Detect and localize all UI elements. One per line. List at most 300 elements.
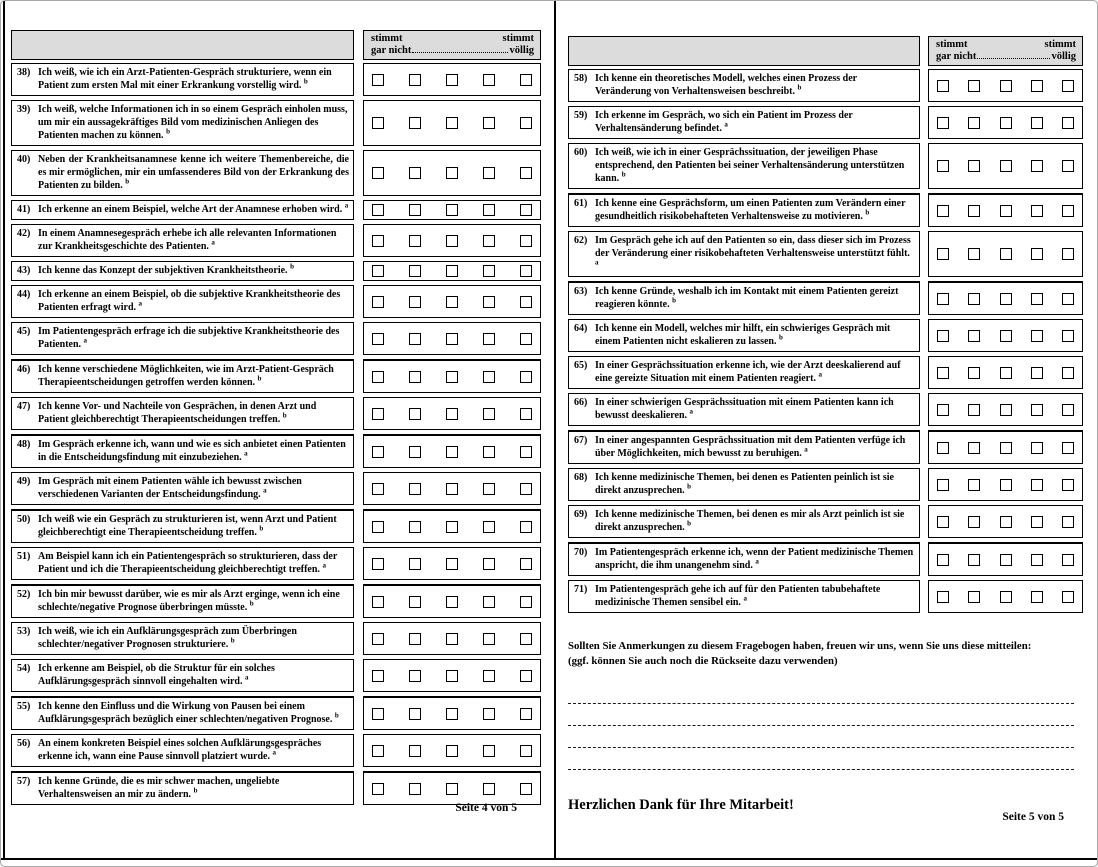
rating-checkbox-2[interactable] xyxy=(409,783,421,795)
rating-checkbox-2[interactable] xyxy=(968,554,980,566)
rating-checkbox-4[interactable] xyxy=(483,558,495,570)
item-footnote-marker: b xyxy=(687,482,692,491)
questionnaire-item-50 xyxy=(11,509,542,543)
rating-checkbox-2[interactable] xyxy=(409,204,421,216)
rating-checkbox-4[interactable] xyxy=(1031,117,1043,129)
rating-checkbox-4[interactable] xyxy=(483,483,495,495)
rating-scale xyxy=(928,542,1083,576)
rating-checkbox-1[interactable] xyxy=(937,330,949,342)
rating-checkbox-5[interactable] xyxy=(520,408,532,420)
rating-scale xyxy=(363,200,541,220)
rating-checkbox-2[interactable] xyxy=(409,167,421,179)
rating-checkbox-2[interactable] xyxy=(968,293,980,305)
rating-checkbox-2[interactable] xyxy=(409,74,421,86)
item-text-cell xyxy=(568,393,920,426)
rating-checkbox-3[interactable] xyxy=(1000,248,1012,260)
questionnaire-item-60 xyxy=(568,143,1083,189)
rating-checkbox-1[interactable] xyxy=(937,591,949,603)
rating-checkbox-4[interactable] xyxy=(483,670,495,682)
rating-checkbox-1[interactable] xyxy=(372,235,384,247)
item-number: 44) xyxy=(17,289,31,301)
rating-scale xyxy=(363,771,541,805)
rating-checkbox-1[interactable] xyxy=(937,248,949,260)
rating-checkbox-5[interactable] xyxy=(1062,117,1074,129)
rating-checkbox-4[interactable] xyxy=(1031,404,1043,416)
rating-checkbox-4[interactable] xyxy=(483,333,495,345)
rating-checkbox-1[interactable] xyxy=(372,265,384,277)
rating-checkbox-4[interactable] xyxy=(483,521,495,533)
rating-checkbox-1[interactable] xyxy=(937,367,949,379)
rating-checkbox-5[interactable] xyxy=(1062,330,1074,342)
rating-checkbox-1[interactable] xyxy=(372,670,384,682)
item-footnote-marker: b xyxy=(230,636,235,645)
item-text: Im Patientengespräch erfrage ich die subjektive Krankheitstheorie des Patienten. $^a$ xyxy=(38,326,340,351)
rating-checkbox-5[interactable] xyxy=(520,521,532,533)
rating-checkbox-2[interactable] xyxy=(968,516,980,528)
item-text-cell xyxy=(11,224,354,257)
rating-checkbox-4[interactable] xyxy=(1031,367,1043,379)
rating-checkbox-1[interactable] xyxy=(937,293,949,305)
item-number: 56) xyxy=(17,738,31,750)
rating-checkbox-1[interactable] xyxy=(372,204,384,216)
rating-checkbox-4[interactable] xyxy=(483,296,495,308)
rating-checkbox-2[interactable] xyxy=(409,670,421,682)
rating-checkbox-5[interactable] xyxy=(520,446,532,458)
rating-checkbox-5[interactable] xyxy=(520,235,532,247)
rating-checkbox-2[interactable] xyxy=(968,479,980,491)
item-footnote-marker: a xyxy=(724,120,728,129)
item-footnote-marker: a xyxy=(211,238,215,247)
rating-checkbox-2[interactable] xyxy=(968,117,980,129)
rating-checkbox-5[interactable] xyxy=(520,74,532,86)
rating-checkbox-3[interactable] xyxy=(1000,554,1012,566)
rating-checkbox-3[interactable] xyxy=(1000,80,1012,92)
item-number: 48) xyxy=(17,439,31,451)
rating-checkbox-5[interactable] xyxy=(520,204,532,216)
item-text-cell xyxy=(11,285,354,318)
item-text: An einem konkreten Beispiel eines solchen Aufklärungsgespräches erkenne ich, wann eine Pause sinnvoll platziert wurde. $^a$ xyxy=(38,738,322,763)
rating-checkbox-5[interactable] xyxy=(520,117,532,129)
rating-checkbox-4[interactable] xyxy=(483,204,495,216)
questionnaire-item-47 xyxy=(11,397,542,430)
rating-scale xyxy=(363,63,541,96)
scale-dotted-leader xyxy=(412,52,508,53)
item-text-cell xyxy=(11,322,354,355)
rating-checkbox-5[interactable] xyxy=(520,670,532,682)
rating-scale xyxy=(363,696,541,730)
rating-checkbox-5[interactable] xyxy=(520,745,532,757)
item-text: In einer angespannten Gesprächssituation mit dem Patienten verfüge ich über Möglichkeiten, mich bewusst zu beruhigen. $^a$ xyxy=(595,435,906,460)
page-edge-line-left xyxy=(3,1,5,859)
rating-checkbox-2[interactable] xyxy=(409,333,421,345)
item-text-cell xyxy=(11,100,354,146)
item-number: 60) xyxy=(574,147,588,159)
item-number: 70) xyxy=(574,547,588,559)
item-text: Neben der Krankheitsanamnese kenne ich weitere Themenbereiche, die es mir ermöglichen, mir ein umfassenderes Bild von der Erkrankung des Patienten zu bilden. $^b$ xyxy=(38,154,349,192)
rating-checkbox-2[interactable] xyxy=(409,296,421,308)
rating-checkbox-2[interactable] xyxy=(409,408,421,420)
rating-checkbox-1[interactable] xyxy=(372,745,384,757)
rating-scale xyxy=(928,231,1083,277)
rating-checkbox-1[interactable] xyxy=(937,404,949,416)
rating-checkbox-5[interactable] xyxy=(1062,80,1074,92)
item-text: Ich kenne ein theoretisches Modell, welches einen Prozess der Veränderung von Verhaltensweisen beschreibt. $^b$ xyxy=(595,73,857,98)
rating-checkbox-2[interactable] xyxy=(409,483,421,495)
rating-checkbox-2[interactable] xyxy=(409,371,421,383)
rating-scale xyxy=(363,622,541,655)
item-footnote-marker: b xyxy=(257,374,262,383)
rating-checkbox-4[interactable] xyxy=(483,596,495,608)
rating-checkbox-1[interactable] xyxy=(372,117,384,129)
questionnaire-item-55 xyxy=(11,696,542,730)
rating-checkbox-4[interactable] xyxy=(483,708,495,720)
scale-label-top-left: stimmt xyxy=(936,39,968,50)
item-footnote-marker: a xyxy=(743,594,747,603)
rating-checkbox-4[interactable] xyxy=(1031,248,1043,260)
item-text: Am Beispiel kann ich ein Patientengespräch so strukturieren, dass der Patient und ich die Therapieentscheidung gleichberechtigt treffen. $^a$ xyxy=(38,551,338,576)
rating-checkbox-4[interactable] xyxy=(1031,80,1043,92)
rating-checkbox-3[interactable] xyxy=(1000,117,1012,129)
rating-checkbox-1[interactable] xyxy=(372,633,384,645)
rating-checkbox-4[interactable] xyxy=(483,783,495,795)
rating-checkbox-2[interactable] xyxy=(968,404,980,416)
rating-checkbox-5[interactable] xyxy=(1062,516,1074,528)
rating-checkbox-3[interactable] xyxy=(446,446,458,458)
scale-header xyxy=(928,36,1083,66)
rating-checkbox-4[interactable] xyxy=(483,371,495,383)
comment-line[interactable] xyxy=(568,704,1074,726)
questionnaire-item-61 xyxy=(568,193,1083,227)
rating-checkbox-3[interactable] xyxy=(446,558,458,570)
questionnaire-item-59 xyxy=(568,106,1083,139)
rating-checkbox-3[interactable] xyxy=(446,633,458,645)
rating-scale xyxy=(363,434,541,468)
rating-checkbox-1[interactable] xyxy=(937,479,949,491)
rating-checkbox-2[interactable] xyxy=(968,80,980,92)
rating-checkbox-1[interactable] xyxy=(937,442,949,454)
rating-checkbox-2[interactable] xyxy=(409,235,421,247)
rating-checkbox-3[interactable] xyxy=(446,265,458,277)
rating-checkbox-4[interactable] xyxy=(1031,554,1043,566)
questionnaire-item-53 xyxy=(11,622,542,655)
rating-scale xyxy=(363,584,541,618)
item-footnote-marker: b xyxy=(303,77,308,86)
rating-checkbox-5[interactable] xyxy=(520,708,532,720)
item-footnote-marker: a xyxy=(138,299,143,308)
rating-scale xyxy=(363,100,541,146)
rating-checkbox-2[interactable] xyxy=(409,117,421,129)
rating-checkbox-3[interactable] xyxy=(446,670,458,682)
rating-checkbox-2[interactable] xyxy=(968,367,980,379)
item-text-cell xyxy=(11,397,354,430)
item-footnote-marker: b xyxy=(687,519,692,528)
item-footnote-marker: b xyxy=(259,524,264,533)
rating-checkbox-5[interactable] xyxy=(520,558,532,570)
item-text-cell xyxy=(11,696,354,730)
item-text: Ich weiß, wie ich ein Aufklärungsgespräch zum Überbringen schlechter/negativer Prognosen strukturiere. $^b$ xyxy=(38,626,297,651)
questionnaire-item-45 xyxy=(11,322,542,355)
rating-checkbox-1[interactable] xyxy=(372,446,384,458)
rating-checkbox-5[interactable] xyxy=(520,333,532,345)
rating-checkbox-3[interactable] xyxy=(1000,404,1012,416)
rating-checkbox-3[interactable] xyxy=(446,167,458,179)
item-footnote-marker: b xyxy=(193,786,198,795)
rating-checkbox-4[interactable] xyxy=(1031,205,1043,217)
rating-checkbox-3[interactable] xyxy=(446,408,458,420)
rating-checkbox-4[interactable] xyxy=(1031,591,1043,603)
rating-checkbox-1[interactable] xyxy=(372,596,384,608)
item-text-cell xyxy=(11,622,354,655)
item-text: Ich kenne das Konzept der subjektiven Krankheitstheorie. $^b$ xyxy=(38,262,294,277)
rating-checkbox-1[interactable] xyxy=(372,296,384,308)
rating-checkbox-1[interactable] xyxy=(372,521,384,533)
item-text-cell xyxy=(568,468,920,501)
rating-checkbox-3[interactable] xyxy=(1000,367,1012,379)
item-number: 38) xyxy=(17,67,31,79)
rating-checkbox-2[interactable] xyxy=(968,442,980,454)
rating-scale xyxy=(928,106,1083,139)
item-text: Ich kenne Gründe, die es mir schwer machen, ungeliebte Verhaltensweisen an mir zu ändern. $^b$ xyxy=(38,776,280,801)
questionnaire-item-41 xyxy=(11,200,542,220)
questionnaire-item-67 xyxy=(568,430,1083,464)
rating-checkbox-3[interactable] xyxy=(446,596,458,608)
rating-checkbox-5[interactable] xyxy=(520,483,532,495)
rating-checkbox-1[interactable] xyxy=(937,80,949,92)
page-5 xyxy=(568,1,1083,867)
item-footnote-marker: a xyxy=(804,445,808,454)
page-number: Seite 4 von 5 xyxy=(455,802,517,814)
rating-checkbox-3[interactable] xyxy=(1000,330,1012,342)
questionnaire-item-39 xyxy=(11,100,542,146)
rating-checkbox-5[interactable] xyxy=(520,265,532,277)
rating-checkbox-3[interactable] xyxy=(446,204,458,216)
rating-checkbox-4[interactable] xyxy=(1031,160,1043,172)
rating-scale xyxy=(363,285,541,318)
rating-checkbox-1[interactable] xyxy=(372,408,384,420)
item-number: 50) xyxy=(17,514,31,526)
rating-checkbox-3[interactable] xyxy=(1000,205,1012,217)
rating-scale xyxy=(363,509,541,543)
comment-lines xyxy=(568,682,1079,770)
rating-checkbox-5[interactable] xyxy=(1062,293,1074,305)
item-footnote-marker: a xyxy=(272,748,276,757)
item-footnote-marker: a xyxy=(755,557,759,566)
questionnaire-item-71 xyxy=(568,580,1083,613)
rating-checkbox-4[interactable] xyxy=(1031,479,1043,491)
item-number: 71) xyxy=(574,584,588,596)
rating-checkbox-5[interactable] xyxy=(1062,404,1074,416)
rating-scale xyxy=(363,261,541,281)
item-text: Ich erkenne an einem Beispiel, welche Art der Anamnese erhoben wird. $^a$ xyxy=(38,201,349,216)
item-number: 58) xyxy=(574,73,588,85)
rating-checkbox-5[interactable] xyxy=(520,296,532,308)
items-list xyxy=(11,63,542,805)
item-text-cell xyxy=(11,359,354,393)
rating-checkbox-3[interactable] xyxy=(446,235,458,247)
comments-section xyxy=(568,639,1083,816)
item-number: 41) xyxy=(17,204,31,216)
rating-checkbox-3[interactable] xyxy=(446,117,458,129)
rating-checkbox-2[interactable] xyxy=(968,205,980,217)
scale-header xyxy=(363,30,541,60)
rating-checkbox-1[interactable] xyxy=(372,558,384,570)
item-footnote-marker: a xyxy=(322,561,326,570)
rating-checkbox-2[interactable] xyxy=(968,330,980,342)
rating-checkbox-3[interactable] xyxy=(446,783,458,795)
item-number: 43) xyxy=(17,265,31,277)
item-text-cell xyxy=(11,771,354,805)
rating-checkbox-1[interactable] xyxy=(937,554,949,566)
rating-scale xyxy=(928,319,1083,352)
rating-checkbox-3[interactable] xyxy=(446,521,458,533)
comment-line[interactable] xyxy=(568,748,1074,770)
item-footnote-marker: a xyxy=(244,449,248,458)
rating-checkbox-4[interactable] xyxy=(483,117,495,129)
item-text: Ich weiß, wie ich ein Arzt-Patienten-Gespräch strukturiere, wenn ein Patient zum ersten Mal mit einer Erkrankung vorstellig wird. $^b$ xyxy=(38,67,332,92)
item-text: Ich kenne Vor- und Nachteile von Gesprächen, in denen Arzt und Patient gleichberechtigt Therapieentscheidungen treffen. $^b$ xyxy=(38,401,317,426)
rating-checkbox-4[interactable] xyxy=(1031,293,1043,305)
item-text: Im Patientengespräch gehe ich auf für den Patienten tabubehaftete medizinische Themen sensibel ein. $^a$ xyxy=(595,584,881,609)
rating-checkbox-4[interactable] xyxy=(483,74,495,86)
rating-checkbox-2[interactable] xyxy=(409,265,421,277)
rating-checkbox-5[interactable] xyxy=(520,371,532,383)
rating-checkbox-5[interactable] xyxy=(1062,160,1074,172)
rating-checkbox-5[interactable] xyxy=(1062,591,1074,603)
questionnaire-item-51 xyxy=(11,547,542,580)
rating-scale xyxy=(928,69,1083,102)
item-text-cell xyxy=(11,659,354,692)
rating-scale xyxy=(928,468,1083,501)
questionnaire-item-70 xyxy=(568,542,1083,576)
rating-checkbox-4[interactable] xyxy=(483,167,495,179)
rating-checkbox-5[interactable] xyxy=(520,596,532,608)
rating-checkbox-3[interactable] xyxy=(446,745,458,757)
rating-checkbox-3[interactable] xyxy=(1000,516,1012,528)
comment-line[interactable] xyxy=(568,726,1074,748)
item-text-cell xyxy=(568,356,920,389)
item-number: 59) xyxy=(574,110,588,122)
rating-checkbox-5[interactable] xyxy=(1062,479,1074,491)
questionnaire-item-68 xyxy=(568,468,1083,501)
questionnaire-item-52 xyxy=(11,584,542,618)
item-text: Im Gespräch gehe ich auf den Patienten so ein, dass dieser sich im Prozess der Veränderung einer risikobehafteten Verhaltensweise unterstützt fühlt. $^a$ xyxy=(595,235,911,267)
rating-checkbox-2[interactable] xyxy=(968,591,980,603)
rating-checkbox-4[interactable] xyxy=(483,446,495,458)
item-text-cell xyxy=(568,430,920,464)
rating-checkbox-2[interactable] xyxy=(409,558,421,570)
item-text: Ich kenne ein Modell, welches mir hilft, ein schwieriges Gespräch mit einem Patienten nicht eskalieren zu lassen. $^b$ xyxy=(595,323,891,348)
rating-checkbox-4[interactable] xyxy=(483,745,495,757)
rating-checkbox-1[interactable] xyxy=(372,708,384,720)
rating-checkbox-4[interactable] xyxy=(1031,442,1043,454)
rating-checkbox-2[interactable] xyxy=(968,160,980,172)
rating-checkbox-1[interactable] xyxy=(937,516,949,528)
rating-checkbox-4[interactable] xyxy=(483,265,495,277)
rating-checkbox-4[interactable] xyxy=(1031,516,1043,528)
rating-checkbox-1[interactable] xyxy=(937,160,949,172)
rating-checkbox-3[interactable] xyxy=(1000,479,1012,491)
rating-checkbox-2[interactable] xyxy=(409,745,421,757)
rating-scale xyxy=(928,143,1083,189)
rating-checkbox-5[interactable] xyxy=(1062,248,1074,260)
rating-checkbox-4[interactable] xyxy=(483,408,495,420)
rating-checkbox-3[interactable] xyxy=(446,74,458,86)
item-footnote-marker: b xyxy=(865,208,870,217)
rating-checkbox-5[interactable] xyxy=(520,633,532,645)
item-number: 51) xyxy=(17,551,31,563)
comments-prompt-line2: (ggf. können Sie auch noch die Rückseite dazu verwenden) xyxy=(568,654,838,667)
rating-checkbox-5[interactable] xyxy=(1062,205,1074,217)
item-text-cell xyxy=(11,547,354,580)
rating-checkbox-1[interactable] xyxy=(372,483,384,495)
item-text: Ich weiß, welche Informationen ich in so einem Gespräch einholen muss, um mir ein aussagekräftiges Bild vom medizinischen Anliegen des Patienten machen zu können. $^b$ xyxy=(38,104,348,142)
rating-checkbox-5[interactable] xyxy=(1062,367,1074,379)
questionnaire-item-58 xyxy=(568,69,1083,102)
item-text: Ich erkenne im Gespräch, wo sich ein Patient im Prozess der Verhaltensänderung befindet. $^a$ xyxy=(595,110,853,135)
rating-checkbox-2[interactable] xyxy=(409,446,421,458)
scale-label-bottom-right: völlig xyxy=(1051,51,1076,63)
rating-checkbox-3[interactable] xyxy=(446,296,458,308)
rating-checkbox-2[interactable] xyxy=(409,521,421,533)
rating-checkbox-3[interactable] xyxy=(446,708,458,720)
scale-label-top-right: stimmt xyxy=(502,33,534,44)
rating-checkbox-3[interactable] xyxy=(1000,442,1012,454)
questionnaire-item-65 xyxy=(568,356,1083,389)
item-text-cell xyxy=(568,319,920,352)
questionnaire-item-42 xyxy=(11,224,542,257)
rating-checkbox-4[interactable] xyxy=(483,235,495,247)
item-text-cell xyxy=(11,63,354,96)
scale-header-empty-cell xyxy=(568,36,920,66)
rating-checkbox-5[interactable] xyxy=(1062,442,1074,454)
scale-header-row xyxy=(11,30,542,60)
item-text-cell xyxy=(11,734,354,767)
rating-checkbox-3[interactable] xyxy=(1000,160,1012,172)
questionnaire-item-63 xyxy=(568,281,1083,315)
rating-checkbox-3[interactable] xyxy=(446,333,458,345)
rating-checkbox-5[interactable] xyxy=(1062,554,1074,566)
rating-checkbox-1[interactable] xyxy=(937,205,949,217)
rating-checkbox-3[interactable] xyxy=(446,371,458,383)
rating-checkbox-1[interactable] xyxy=(372,371,384,383)
item-text-cell xyxy=(11,509,354,543)
rating-checkbox-2[interactable] xyxy=(409,596,421,608)
rating-scale xyxy=(363,397,541,430)
rating-checkbox-1[interactable] xyxy=(937,117,949,129)
rating-checkbox-4[interactable] xyxy=(483,633,495,645)
rating-checkbox-1[interactable] xyxy=(372,783,384,795)
item-footnote-marker: b xyxy=(290,262,294,271)
rating-checkbox-2[interactable] xyxy=(968,248,980,260)
rating-checkbox-3[interactable] xyxy=(1000,591,1012,603)
rating-checkbox-5[interactable] xyxy=(520,783,532,795)
rating-checkbox-1[interactable] xyxy=(372,333,384,345)
rating-checkbox-5[interactable] xyxy=(520,167,532,179)
rating-checkbox-3[interactable] xyxy=(1000,293,1012,305)
rating-checkbox-2[interactable] xyxy=(409,708,421,720)
rating-checkbox-1[interactable] xyxy=(372,74,384,86)
rating-checkbox-2[interactable] xyxy=(409,633,421,645)
rating-checkbox-3[interactable] xyxy=(446,483,458,495)
comment-line[interactable] xyxy=(568,682,1074,704)
item-number: 53) xyxy=(17,626,31,638)
rating-checkbox-1[interactable] xyxy=(372,167,384,179)
rating-checkbox-4[interactable] xyxy=(1031,330,1043,342)
item-number: 64) xyxy=(574,323,588,335)
rating-scale xyxy=(363,224,541,257)
item-text-cell xyxy=(11,584,354,618)
rating-scale xyxy=(928,430,1083,464)
